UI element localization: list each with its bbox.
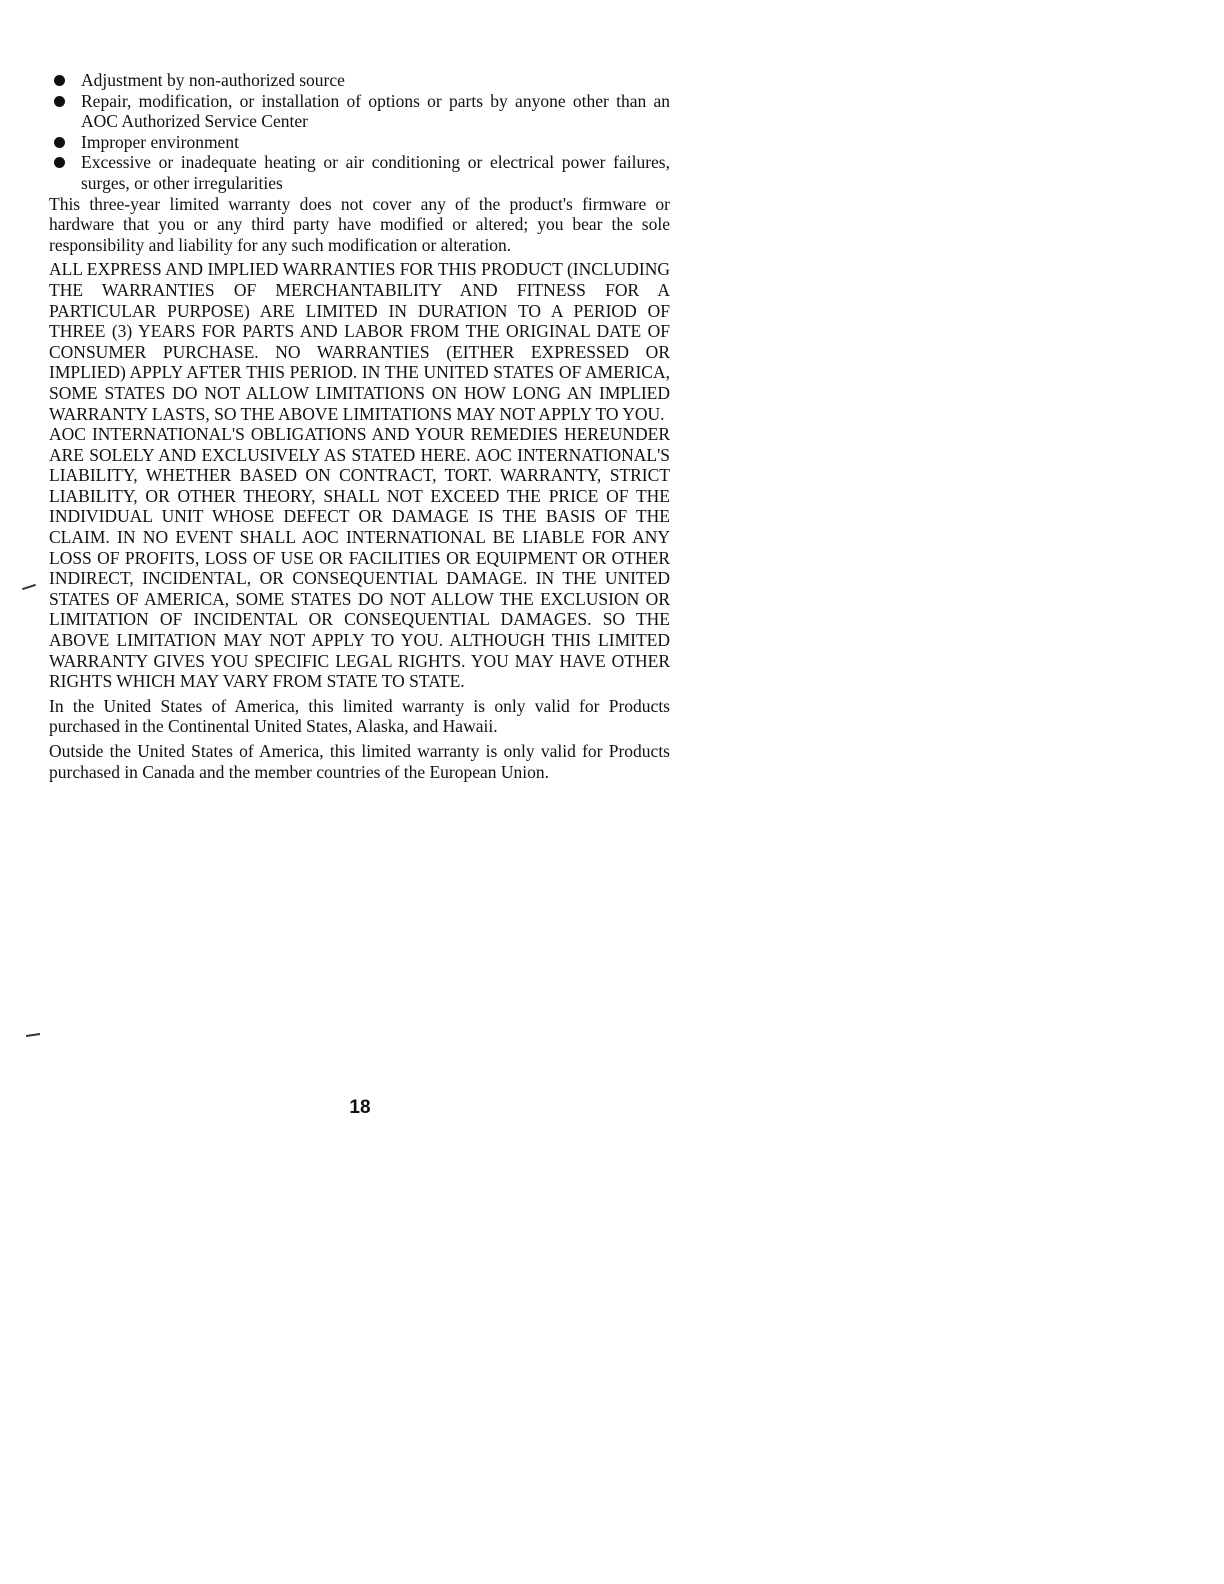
liability-limitation-paragraph: AOC INTERNATIONAL'S OBLIGATIONS AND YOUR REMEDIES HEREUNDER ARE SOLELY AND EXCLUSIVELY AS STATED HERE. AOC INTERNATIONAL'S LIABILITY, WHETHER BASED ON CONTRACT, TORT. WARRANTY, STRICT LIABILITY, OR OTHER THEORY, SHALL NOT EXCEED THE PRICE OF THE INDIVIDUAL UNIT WHOSE DEFECT OR DAMAGE IS THE BASIS OF THE CLAIM. IN NO EVENT SHALL AOC INTERNATIONAL BE LIABLE FOR ANY LOSS OF PROFITS, LOSS OF USE OR FACILITIES OR EQUIPMENT OR OTHER INDIRECT, INCIDENTAL, OR CONSEQUENTIAL DAMAGE. IN THE UNITED STATES OF AMERICA, SOME STATES DO NOT ALLOW THE EXCLUSION OR LIMITATION OF INCIDENTAL OR CONSEQUENTIAL DAMAGES. SO THE ABOVE LIMITATION MAY NOT APPLY TO YOU. ALTHOUGH THIS LIMITED WARRANTY GIVES YOU SPECIFIC LEGAL RIGHTS. YOU MAY HAVE OTHER RIGHTS WHICH MAY VARY FROM STATE TO STATE. [49,424,670,692]
bullet-dot-icon [54,75,65,86]
bullet-item [49,132,670,153]
bullet-item [49,70,670,91]
international-validity-paragraph: Outside the United States of America, this limited warranty is only valid for Products purchased in Canada and the member countries of the European Union. [49,741,670,782]
bullet-dot-icon [54,137,65,148]
page-number: 18 [349,1097,371,1118]
bullet-text: Excessive or inadequate heating or air conditioning or electrical power failures, surges, or other irregularities [81,152,670,193]
warranty-text-block [49,70,670,782]
bullet-item [49,152,670,193]
us-validity-paragraph: In the United States of America, this limited warranty is only valid for Products purchased in the Continental United States, Alaska, and Hawaii. [49,695,670,737]
scan-mark [22,584,36,590]
bullet-text: Adjustment by non-authorized source [81,70,345,90]
bullet-dot-icon [54,157,65,168]
exclusion-bullet-list [49,70,670,194]
bullet-dot-icon [54,96,65,107]
bullet-item [49,91,670,132]
implied-warranty-paragraph: ALL EXPRESS AND IMPLIED WARRANTIES FOR THIS PRODUCT (INCLUDING THE WARRANTIES OF MERCHANTABILITY AND FITNESS FOR A PARTICULAR PURPOSE) ARE LIMITED IN DURATION TO A PERIOD OF THREE (3) YEARS FOR PARTS AND LABOR FROM THE ORIGINAL DATE OF CONSUMER PURCHASE. NO WARRANTIES (EITHER EXPRESSED OR IMPLIED) APPLY AFTER THIS PERIOD. IN THE UNITED STATES OF AMERICA, SOME STATES DO NOT ALLOW LIMITATIONS ON HOW LONG AN IMPLIED WARRANTY LASTS, SO THE ABOVE LIMITATIONS MAY NOT APPLY TO YOU. [49,259,670,424]
scan-mark [26,1033,40,1037]
bullet-text: Repair, modification, or installation of options or parts by anyone other than an AOC Authorized Service Center [81,90,670,132]
firmware-modification-paragraph: This three-year limited warranty does not cover any of the product's firmware or hardware that you or any third party have modified or altered; you bear the sole responsibility and liability for any such modification or alteration. [49,193,670,255]
bullet-text: Improper environment [81,131,239,152]
